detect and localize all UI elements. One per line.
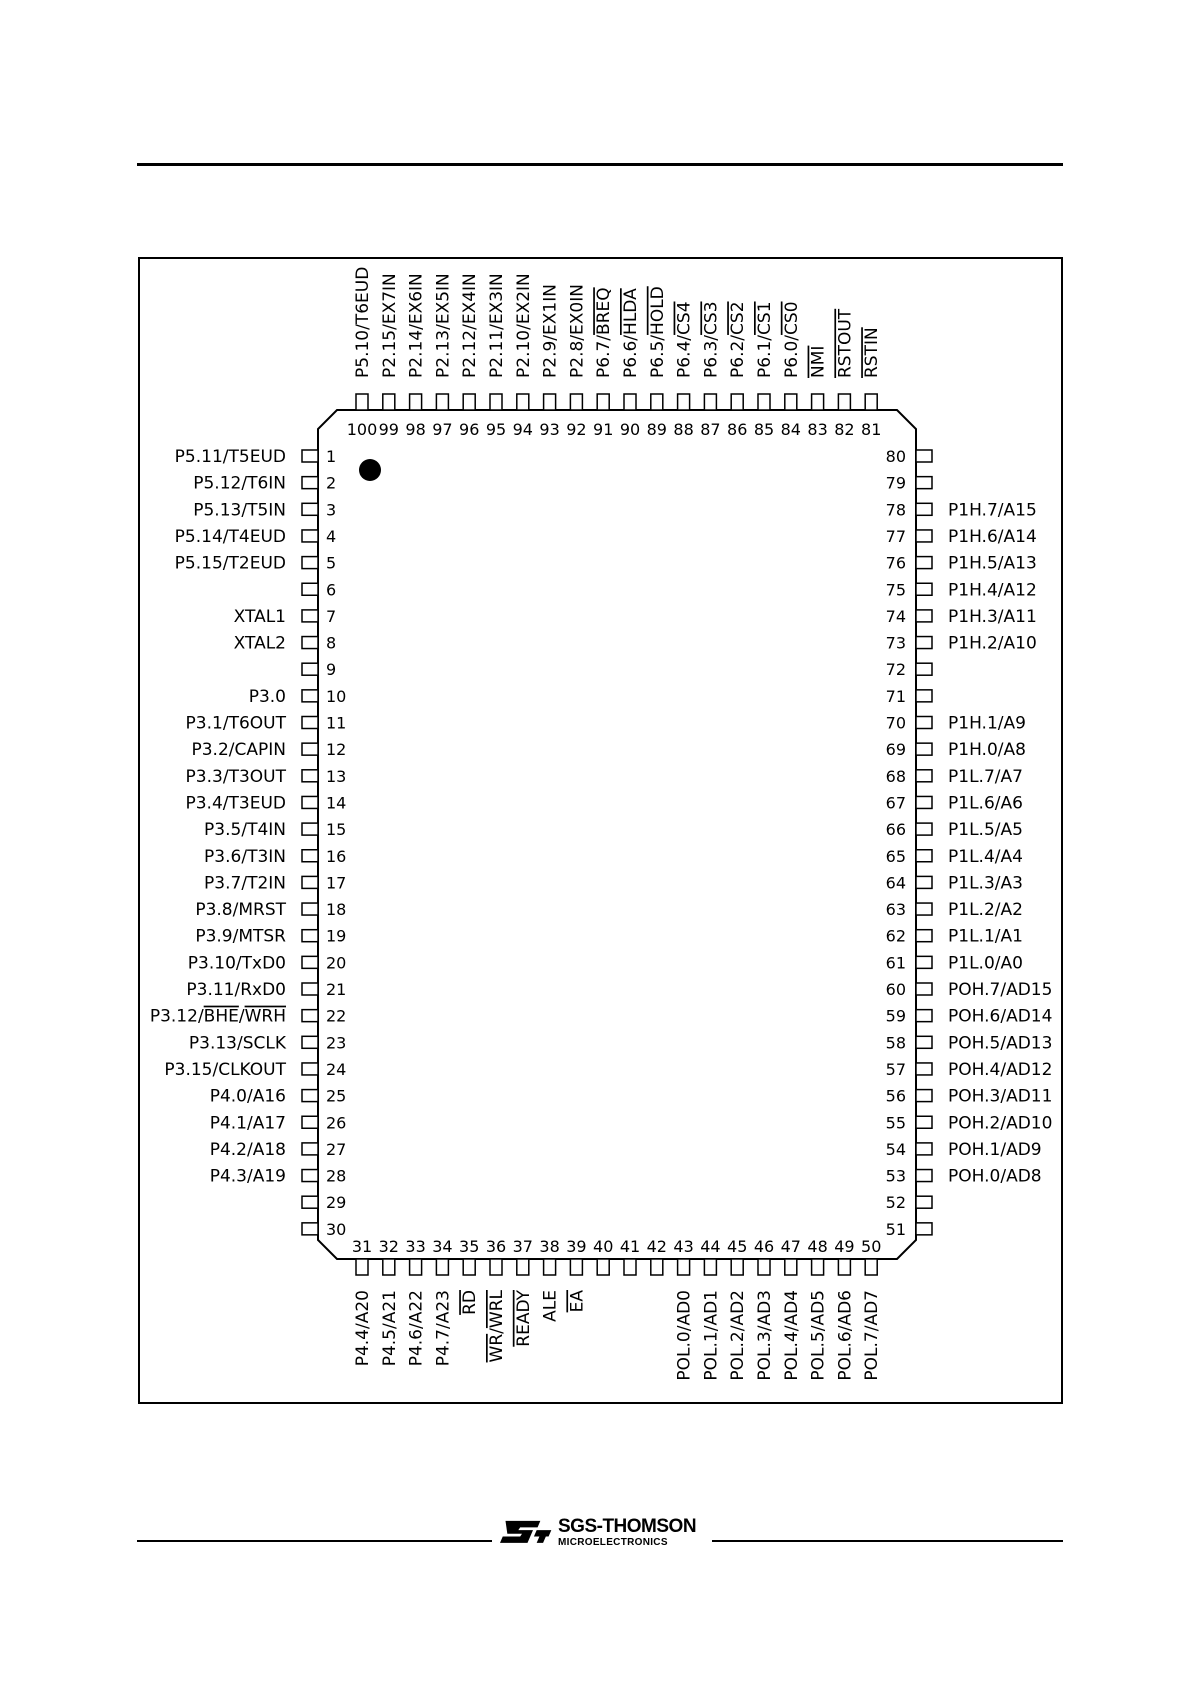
pin1-marker <box>359 459 381 481</box>
pin-22-number: 22 <box>326 1006 347 1026</box>
pin-9 <box>302 663 318 675</box>
pin-1 <box>302 450 318 462</box>
pin-28 <box>302 1170 318 1182</box>
pin-2 <box>302 477 318 489</box>
pin-74 <box>916 610 932 622</box>
company-name: SGS-THOMSON <box>558 1516 697 1537</box>
pin-39-number: 39 <box>566 1237 587 1256</box>
pin-25-label: P4.0/A16 <box>209 1086 286 1107</box>
pin-27-number: 27 <box>326 1139 347 1159</box>
pin-64-number: 64 <box>885 873 906 893</box>
pin-9-number: 9 <box>326 660 337 680</box>
pin-10-label: P3.0 <box>248 686 286 707</box>
pin-58-label: POH.5/AD13 <box>948 1033 1053 1054</box>
pin-47 <box>785 1259 797 1275</box>
pin-62-label: P1L.1/A1 <box>948 926 1023 947</box>
pin-53-label: POH.0/AD8 <box>948 1166 1042 1187</box>
pin-49-number: 49 <box>834 1237 855 1256</box>
pin-60 <box>916 983 932 995</box>
pin-13-label: P3.3/T3OUT <box>185 766 286 787</box>
pin-57-label: POH.4/AD12 <box>948 1059 1053 1080</box>
pin-76-number: 76 <box>885 553 906 573</box>
pin-21-number: 21 <box>326 980 347 999</box>
pin-33-number: 33 <box>405 1237 426 1256</box>
pin-92 <box>570 394 582 410</box>
pin-100-label: P5.10/T6EUD <box>353 266 373 378</box>
pin-89 <box>651 394 663 410</box>
pin-44 <box>704 1259 716 1275</box>
pin-22 <box>302 1010 318 1022</box>
pin-5-number: 5 <box>326 553 337 573</box>
pin-91 <box>597 394 609 410</box>
pin-69-label: P1H.0/A8 <box>948 740 1026 761</box>
pin-2-label: P5.12/T6IN <box>193 473 286 494</box>
pin-59 <box>916 1010 932 1022</box>
pin-4-label: P5.14/T4EUD <box>174 526 286 547</box>
pin-58 <box>916 1036 932 1048</box>
pin-62 <box>916 930 932 942</box>
pin-82 <box>838 394 850 410</box>
pin-97-number: 97 <box>432 420 453 439</box>
pin-59-label: POH.6/AD14 <box>948 1006 1053 1027</box>
pin-82-label: RSTOUT <box>835 308 856 378</box>
pin-1-number: 1 <box>326 447 337 466</box>
pin-86-label: P6.2/CS2 <box>728 301 749 378</box>
pin-48-label: POL.5/AD5 <box>808 1290 829 1381</box>
pin-32-number: 32 <box>378 1237 399 1256</box>
pin-55-label: POH.2/AD10 <box>948 1113 1053 1134</box>
pin-42-number: 42 <box>646 1237 667 1256</box>
pin-23-label: P3.13/SCLK <box>188 1033 286 1054</box>
pin-94 <box>517 394 529 410</box>
pin-28-label: P4.3/A19 <box>209 1166 286 1187</box>
pin-22-label: P3.12/BHE/WRH <box>149 1006 286 1027</box>
pin-92-number: 92 <box>566 420 587 439</box>
pin-47-label: POL.4/AD4 <box>781 1290 802 1381</box>
pin-96-number: 96 <box>459 420 480 439</box>
pin-33 <box>410 1259 422 1275</box>
pin-88-number: 88 <box>673 420 694 439</box>
pin-61-label: P1L.0/A0 <box>948 953 1023 974</box>
pin-31 <box>356 1259 368 1275</box>
pin-87 <box>704 394 716 410</box>
pin-11 <box>302 717 318 729</box>
pin-45-number: 45 <box>727 1237 748 1256</box>
pin-65 <box>916 850 932 862</box>
pin-37-number: 37 <box>512 1237 533 1256</box>
pin-54-label: POH.1/AD9 <box>948 1139 1042 1160</box>
pin-39 <box>570 1259 582 1275</box>
pin-93 <box>544 394 556 410</box>
pin-72-number: 72 <box>885 660 906 680</box>
pin-44-number: 44 <box>700 1237 721 1256</box>
pin-37-label: READY <box>513 1290 534 1347</box>
pin-53 <box>916 1170 932 1182</box>
pin-77-number: 77 <box>885 526 906 546</box>
pin-26 <box>302 1116 318 1128</box>
pin-8-label: XTAL2 <box>233 633 286 654</box>
pin-49 <box>838 1259 850 1275</box>
pin-69 <box>916 743 932 755</box>
pin-19-number: 19 <box>326 926 347 946</box>
pin-70-number: 70 <box>885 713 906 733</box>
pin-88 <box>678 394 690 410</box>
pin-90 <box>624 394 636 410</box>
pin-54-number: 54 <box>885 1139 906 1159</box>
pin-98 <box>410 394 422 410</box>
pin-3-label: P5.13/T5IN <box>193 500 286 521</box>
pin-20 <box>302 956 318 968</box>
pin-89-number: 89 <box>646 420 667 439</box>
pin-66-number: 66 <box>885 820 906 840</box>
pin-18-number: 18 <box>326 900 347 920</box>
pin-50-label: POL.7/AD7 <box>862 1290 883 1381</box>
pin-35-label: RD <box>460 1290 481 1315</box>
pin-36 <box>490 1259 502 1275</box>
pin-99 <box>383 394 395 410</box>
pin-96 <box>463 394 475 410</box>
pin-39-label: EA <box>567 1290 588 1313</box>
pin-20-number: 20 <box>326 953 347 973</box>
pin-63-label: P1L.2/A2 <box>948 900 1023 921</box>
pin-40-number: 40 <box>593 1237 614 1256</box>
pin-30-number: 30 <box>326 1219 347 1239</box>
pin-56-number: 56 <box>885 1086 906 1106</box>
pin-46-label: POL.3/AD3 <box>755 1290 775 1381</box>
pin-38-label: ALE <box>540 1290 561 1322</box>
pin-45-label: POL.2/AD2 <box>728 1290 749 1381</box>
pin-15 <box>302 823 318 835</box>
pin-61 <box>916 956 932 968</box>
pin-56-label: POH.3/AD11 <box>948 1086 1053 1107</box>
pin-75 <box>916 583 932 595</box>
pin-36-number: 36 <box>485 1237 507 1256</box>
footer-rule-right <box>712 1540 1063 1542</box>
st-logo-icon <box>500 1516 555 1546</box>
pin-29-number: 29 <box>326 1193 347 1213</box>
pin-67-label: P1L.6/A6 <box>948 793 1023 814</box>
pin-84 <box>785 394 797 410</box>
footer-rule-left <box>137 1540 492 1542</box>
pin-10-number: 10 <box>326 686 347 706</box>
pin-4 <box>302 530 318 542</box>
pin-48 <box>812 1259 824 1275</box>
pin-34-label: P4.7/A23 <box>433 1290 454 1367</box>
pin-63-number: 63 <box>885 900 906 920</box>
pin-51 <box>916 1223 932 1235</box>
pin-71 <box>916 690 932 702</box>
pin-6-number: 6 <box>326 580 337 600</box>
pin-24 <box>302 1063 318 1075</box>
pin-55 <box>916 1116 932 1128</box>
pin-85-number: 85 <box>753 420 775 439</box>
pin-51-number: 51 <box>885 1219 906 1239</box>
pin-47-number: 47 <box>780 1237 801 1256</box>
pin-90-number: 90 <box>619 420 641 439</box>
pin-81-number: 81 <box>861 420 882 439</box>
pin-56 <box>916 1090 932 1102</box>
pin-76-label: P1H.5/A13 <box>948 553 1037 574</box>
pin-8-number: 8 <box>326 633 337 653</box>
pin-28-number: 28 <box>326 1166 347 1186</box>
pin-63 <box>916 903 932 915</box>
pin-54 <box>916 1143 932 1155</box>
pin-31-number: 31 <box>351 1237 373 1256</box>
pin-98-label: P2.14/EX6IN <box>406 273 427 378</box>
pin-17-label: P3.7/T2IN <box>204 873 286 894</box>
pin-27 <box>302 1143 318 1155</box>
pin-46-number: 46 <box>753 1237 775 1256</box>
pin-49-label: POL.6/AD6 <box>835 1290 856 1381</box>
pin-31-label: P4.4/A20 <box>353 1290 373 1367</box>
pin-16 <box>302 850 318 862</box>
pin-83-number: 83 <box>807 420 828 439</box>
pin-36-label: WR/WRL <box>487 1290 507 1363</box>
pin-13-number: 13 <box>326 766 347 786</box>
pin-67 <box>916 796 932 808</box>
pin-77-label: P1H.6/A14 <box>948 526 1037 547</box>
pin-1-label: P5.11/T5EUD <box>174 447 286 467</box>
pin-90-label: P6.6/HLDA <box>621 288 641 378</box>
pin-55-number: 55 <box>885 1113 906 1133</box>
pin-21-label: P3.11/RxD0 <box>186 980 286 1000</box>
pin-30 <box>302 1223 318 1235</box>
pin-58-number: 58 <box>885 1033 906 1053</box>
pin-23-number: 23 <box>326 1033 347 1053</box>
pin-7 <box>302 610 318 622</box>
pin-75-label: P1H.4/A12 <box>948 580 1037 601</box>
pin-25 <box>302 1090 318 1102</box>
pin-83-label: NMI <box>808 345 829 378</box>
pin-18-label: P3.8/MRST <box>195 900 286 921</box>
pin-12-label: P3.2/CAPIN <box>191 740 286 761</box>
company-division: MICROELECTRONICS <box>558 1537 668 1548</box>
pin-79 <box>916 477 932 489</box>
pin-10 <box>302 690 318 702</box>
pin-50 <box>865 1259 877 1275</box>
pin-67-number: 67 <box>885 793 906 813</box>
pin-19 <box>302 930 318 942</box>
pin-11-label: P3.1/T6OUT <box>185 713 286 734</box>
pin-38 <box>544 1259 556 1275</box>
pin-59-number: 59 <box>885 1006 906 1026</box>
pin-83 <box>812 394 824 410</box>
pin-3-number: 3 <box>326 500 337 520</box>
pin-5 <box>302 557 318 569</box>
pin-24-label: P3.15/CLKOUT <box>164 1059 286 1080</box>
pin-12 <box>302 743 318 755</box>
pin-64 <box>916 876 932 888</box>
pin-17 <box>302 876 318 888</box>
pin-14-label: P3.4/T3EUD <box>185 793 286 814</box>
pin-99-label: P2.15/EX7IN <box>379 273 400 378</box>
pin-18 <box>302 903 318 915</box>
pin-94-label: P2.10/EX2IN <box>513 273 534 378</box>
pin-86-number: 86 <box>727 420 748 439</box>
pin-95-number: 95 <box>485 420 507 439</box>
pin-35 <box>463 1259 475 1275</box>
pin-19-label: P3.9/MTSR <box>195 926 286 947</box>
pin-41-number: 41 <box>619 1237 641 1256</box>
pin-57 <box>916 1063 932 1075</box>
pin-94-number: 94 <box>512 420 533 439</box>
pin-35-number: 35 <box>459 1237 480 1256</box>
pin-16-label: P3.6/T3IN <box>204 846 286 867</box>
pin-27-label: P4.2/A18 <box>209 1139 286 1160</box>
pin-74-label: P1H.3/A11 <box>948 606 1037 627</box>
pin-84-number: 84 <box>780 420 801 439</box>
pin-95 <box>490 394 502 410</box>
pin-68-label: P1L.7/A7 <box>948 766 1023 787</box>
pin-98-number: 98 <box>405 420 426 439</box>
pin-77 <box>916 530 932 542</box>
pin-64-label: P1L.3/A3 <box>948 873 1023 894</box>
pin-80 <box>916 450 932 462</box>
pin-37 <box>517 1259 529 1275</box>
pin-5-label: P5.15/T2EUD <box>174 553 286 574</box>
pin-61-number: 61 <box>885 953 906 973</box>
pin-78-number: 78 <box>885 500 906 520</box>
pin-33-label: P4.6/A22 <box>406 1290 427 1367</box>
chip-body <box>318 410 916 1259</box>
pin-78 <box>916 503 932 515</box>
pin-82-number: 82 <box>834 420 855 439</box>
pin-34-number: 34 <box>432 1237 453 1256</box>
pin-2-number: 2 <box>326 473 337 493</box>
pin-72 <box>916 663 932 675</box>
pin-25-number: 25 <box>326 1086 347 1106</box>
pin-12-number: 12 <box>326 740 347 760</box>
pin-73 <box>916 637 932 649</box>
pin-14 <box>302 796 318 808</box>
pin-70-label: P1H.1/A9 <box>948 713 1026 734</box>
pin-14-number: 14 <box>326 793 347 813</box>
pin-15-label: P3.5/T4IN <box>204 820 286 841</box>
pin-13 <box>302 770 318 782</box>
pin-57-number: 57 <box>885 1059 906 1079</box>
pin-16-number: 16 <box>326 846 347 866</box>
pin-4-number: 4 <box>326 526 337 546</box>
pin-91-number: 91 <box>593 420 614 439</box>
pin-43-number: 43 <box>673 1237 694 1256</box>
pin-69-number: 69 <box>885 740 906 760</box>
pin-85-label: P6.1/CS1 <box>755 301 775 378</box>
pin-88-label: P6.4/CS4 <box>674 301 695 378</box>
pin-92-label: P2.8/EX0IN <box>567 284 588 378</box>
pin-95-label: P2.11/EX3IN <box>487 273 507 378</box>
pin-97-label: P2.13/EX5IN <box>433 273 454 378</box>
pin-65-number: 65 <box>885 846 906 866</box>
pin-71-number: 71 <box>885 686 906 706</box>
pin-89-label: P6.5/HOLD <box>647 286 668 378</box>
pin-44-label: POL.1/AD1 <box>701 1290 722 1381</box>
pin-46 <box>758 1259 770 1275</box>
pin-6 <box>302 583 318 595</box>
pin-34 <box>436 1259 448 1275</box>
pin-11-number: 11 <box>326 713 347 733</box>
pin-99-number: 99 <box>378 420 399 439</box>
pin-7-number: 7 <box>326 606 337 626</box>
pin-20-label: P3.10/TxD0 <box>187 953 286 974</box>
pin-42 <box>651 1259 663 1275</box>
pin-15-number: 15 <box>326 820 347 840</box>
pin-100-number: 100 <box>346 420 378 439</box>
pin-45 <box>731 1259 743 1275</box>
pin-50-number: 50 <box>861 1237 882 1256</box>
pin-43-label: POL.0/AD0 <box>674 1290 695 1381</box>
pin-24-number: 24 <box>326 1059 347 1079</box>
pin-43 <box>678 1259 690 1275</box>
pin-65-label: P1L.4/A4 <box>948 846 1023 867</box>
pin-62-number: 62 <box>885 926 906 946</box>
pin-93-label: P2.9/EX1IN <box>540 284 561 378</box>
pin-32 <box>383 1259 395 1275</box>
pin-26-label: P4.1/A17 <box>209 1113 286 1134</box>
pin-85 <box>758 394 770 410</box>
pin-75-number: 75 <box>885 580 906 600</box>
pin-17-number: 17 <box>326 873 347 893</box>
pin-86 <box>731 394 743 410</box>
pin-26-number: 26 <box>326 1113 347 1133</box>
pin-97 <box>436 394 448 410</box>
pin-87-label: P6.3/CS3 <box>701 301 722 378</box>
pin-100 <box>356 394 368 410</box>
pin-53-number: 53 <box>885 1166 906 1186</box>
pin-32-label: P4.5/A21 <box>379 1290 400 1367</box>
pin-79-number: 79 <box>885 473 906 493</box>
pin-52 <box>916 1196 932 1208</box>
pin-52-number: 52 <box>885 1193 906 1213</box>
pin-84-label: P6.0/CS0 <box>781 301 802 378</box>
pin-60-number: 60 <box>885 980 906 999</box>
pin-87-number: 87 <box>700 420 721 439</box>
pin-76 <box>916 557 932 569</box>
pin-66 <box>916 823 932 835</box>
pin-81-label: RSTIN <box>862 327 883 378</box>
pin-73-number: 73 <box>885 633 906 653</box>
pin-60-label: POH.7/AD15 <box>948 980 1053 1000</box>
pin-8 <box>302 637 318 649</box>
pin-74-number: 74 <box>885 606 906 626</box>
pin-81 <box>865 394 877 410</box>
pin-48-number: 48 <box>807 1237 828 1256</box>
pin-23 <box>302 1036 318 1048</box>
pin-40 <box>597 1259 609 1275</box>
pin-93-number: 93 <box>539 420 560 439</box>
pin-38-number: 38 <box>539 1237 560 1256</box>
pin-68-number: 68 <box>885 766 906 786</box>
pin-41 <box>624 1259 636 1275</box>
pin-70 <box>916 717 932 729</box>
pin-96-label: P2.12/EX4IN <box>460 273 481 378</box>
pin-78-label: P1H.7/A15 <box>948 500 1037 521</box>
pin-29 <box>302 1196 318 1208</box>
pin-66-label: P1L.5/A5 <box>948 820 1023 841</box>
pin-80-number: 80 <box>885 447 906 466</box>
pin-21 <box>302 983 318 995</box>
pin-91-label: P6.7/BREQ <box>594 287 615 378</box>
pin-7-label: XTAL1 <box>233 606 286 627</box>
pin-68 <box>916 770 932 782</box>
pin-3 <box>302 503 318 515</box>
pin-73-label: P1H.2/A10 <box>948 633 1037 654</box>
